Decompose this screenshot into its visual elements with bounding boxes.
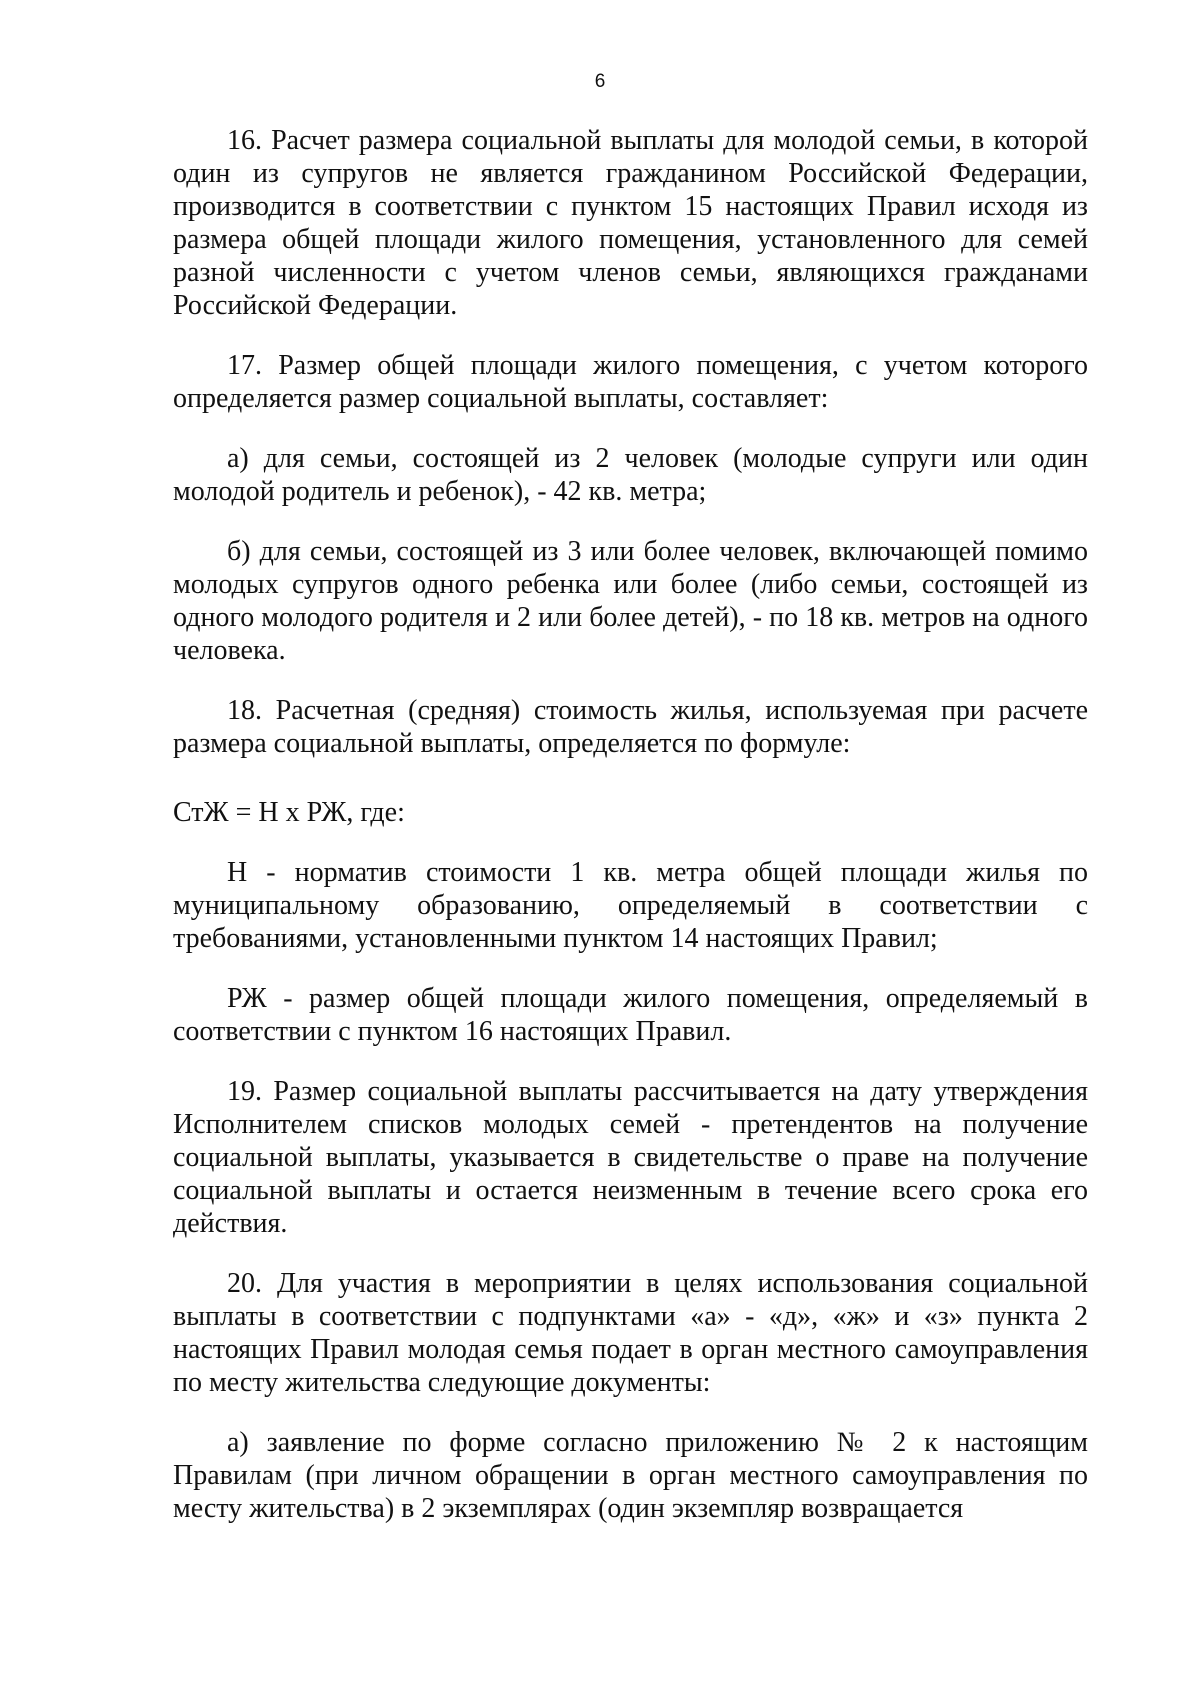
paragraph-20: 20. Для участия в мероприятии в целях использования социальной выплаты в соответствии с подпунктами «а» - «д», «ж» и «з» пункта 2 настоящих Правил молодая семья подает в орган местного самоуправления по месту жительства следующие документы: [173, 1268, 1088, 1398]
paragraph-17-a: а) для семьи, состоящей из 2 человек (молодые супруги или один молодой родитель и ребенок), - 42 кв. метра; [173, 443, 1088, 507]
formula: СтЖ = Н х РЖ, где: [173, 797, 405, 828]
page-number: 6 [594, 71, 606, 92]
paragraph-17: 17. Размер общей площади жилого помещения, с учетом которого определяется размер социальной выплаты, составляет: [173, 350, 1088, 414]
paragraph-16: 16. Расчет размера социальной выплаты для молодой семьи, в которой один из супругов не является гражданином Российской Федерации, производится в соответствии с пунктом 15 настоящих Правил исходя из размера общей площади жилого помещения, установленного для семей разной численности с учетом членов семьи, являющихся гражданами Российской Федерации. [173, 125, 1088, 321]
paragraph-20-a: а) заявление по форме согласно приложению № 2 к настоящим Правилам (при личном обращении в орган местного самоуправления по месту жительства) в 2 экземплярах (один экземпляр возвращается [173, 1427, 1088, 1524]
paragraph-19: 19. Размер социальной выплаты рассчитывается на дату утверждения Исполнителем списков молодых семей - претендентов на получение социальной выплаты, указывается в свидетельстве о праве на получение социальной выплаты и остается неизменным в течение всего срока его действия. [173, 1076, 1088, 1239]
definition-rzh: РЖ - размер общей площади жилого помещения, определяемый в соответствии с пунктом 16 настоящих Правил. [173, 983, 1088, 1047]
paragraph-17-b: б) для семьи, состоящей из 3 или более человек, включающей помимо молодых супругов одного ребенка или более (либо семьи, состоящей из одного молодого родителя и 2 или более детей), - по 18 кв. метров на одного человека. [173, 536, 1088, 666]
definition-n: Н - норматив стоимости 1 кв. метра общей площади жилья по муниципальному образованию, определяемый в соответствии с требованиями, установленными пунктом 14 настоящих Правил; [173, 857, 1088, 954]
document-body [173, 124, 1088, 1552]
paragraph-18: 18. Расчетная (средняя) стоимость жилья, используемая при расчете размера социальной выплаты, определяется по формуле: [173, 695, 1088, 759]
